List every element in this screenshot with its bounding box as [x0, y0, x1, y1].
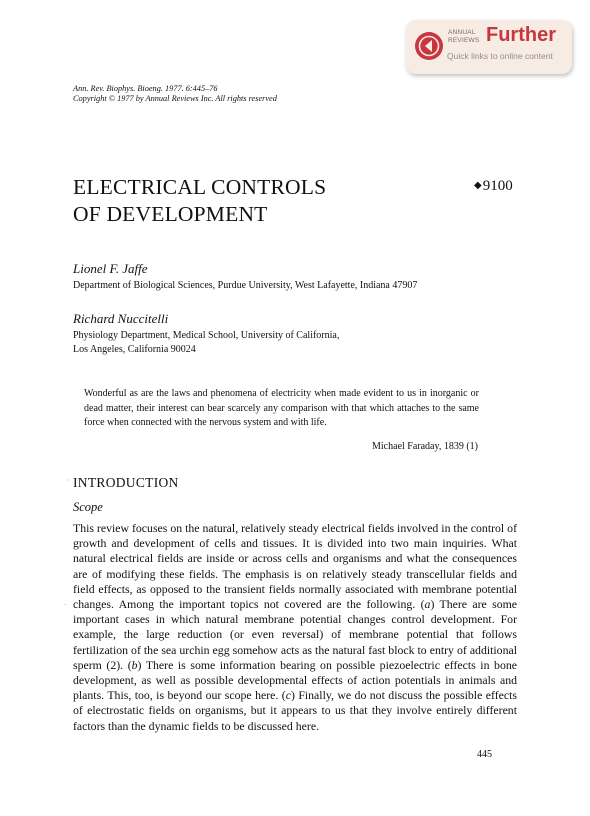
- annual-reviews-logo-icon: [414, 31, 444, 61]
- brand-text: [448, 29, 479, 44]
- brand-line-annual: ANNUAL: [448, 29, 476, 36]
- margin-mark: ·: [66, 476, 69, 485]
- epigraph-source: Michael Faraday, 1839 (1): [372, 441, 478, 452]
- page-number: 445: [477, 749, 492, 760]
- journal-citation: Ann. Rev. Biophys. Bioeng. 1977. 6:445–76: [73, 84, 218, 93]
- body-paragraph: This review focuses on the natural, relatively steady electrical fields involved in the control of growth and development of cells and tissues. It is divided into two main inquiries. What natural electrical fields are inside or across cells and organisms and what the consequences are of modifying these fields. The emphasis is on relatively steady transcellular fields and field effects, as opposed to the transient fields normally associated with membrane potential changes. Among the important topics not covered are the following. (a) There are some important cases in which natural membrane potential changes control development. For example, the large reduction (or even reversal) of membrane potential that follows fertilization of the sea urchin egg somehow acts as the natural fast block to entry of additional sperm (2). (b) There is some information bearing on possible piezoelectric effects in bone development, as well as possible developmental effects of action potentials in animals and plants. This, too, is beyond our scope here. (c) Finally, we do not discuss the possible effects of electrostatic fields on organisms, but it appears to us that they involve entirely different factors than the dynamic fields to be discussed here.: [73, 521, 518, 733]
- diamond-icon: ◆: [474, 180, 482, 191]
- title-line-2: OF DEVELOPMENT: [73, 202, 268, 226]
- subsection-heading: Scope: [73, 500, 103, 514]
- author-name: Lionel F. Jaffe: [73, 261, 148, 276]
- brand-line-reviews: REVIEWS: [448, 36, 480, 44]
- article-code-number: 9100: [482, 178, 513, 194]
- margin-mark: ·: [64, 601, 67, 609]
- quick-links-tagline: Quick links to online content: [447, 51, 553, 61]
- author-affiliation: Physiology Department, Medical School, University of California,: [73, 330, 340, 341]
- article-code: [474, 178, 513, 195]
- annual-reviews-further-badge[interactable]: [406, 20, 572, 74]
- further-label: Further: [486, 24, 556, 46]
- copyright-notice: Copyright © 1977 by Annual Reviews Inc. All rights reserved: [73, 94, 277, 103]
- author-affiliation: Los Angeles, California 90024: [73, 344, 196, 355]
- title-line-1: ELECTRICAL CONTROLS: [73, 175, 327, 199]
- section-heading: INTRODUCTION: [73, 475, 179, 490]
- author-name: Richard Nuccitelli: [73, 311, 169, 326]
- body-text: [73, 521, 517, 734]
- epigraph-quote: Wonderful as are the laws and phenomena of electricity when made evident to us in inorganic or dead matter, their interest can bear scarcely any comparison with that which attaches to the same force when connected with the nervous system and with life.: [84, 388, 479, 428]
- article-title: [73, 174, 453, 228]
- author-affiliation: Department of Biological Sciences, Purdue University, West Lafayette, Indiana 47907: [73, 280, 418, 291]
